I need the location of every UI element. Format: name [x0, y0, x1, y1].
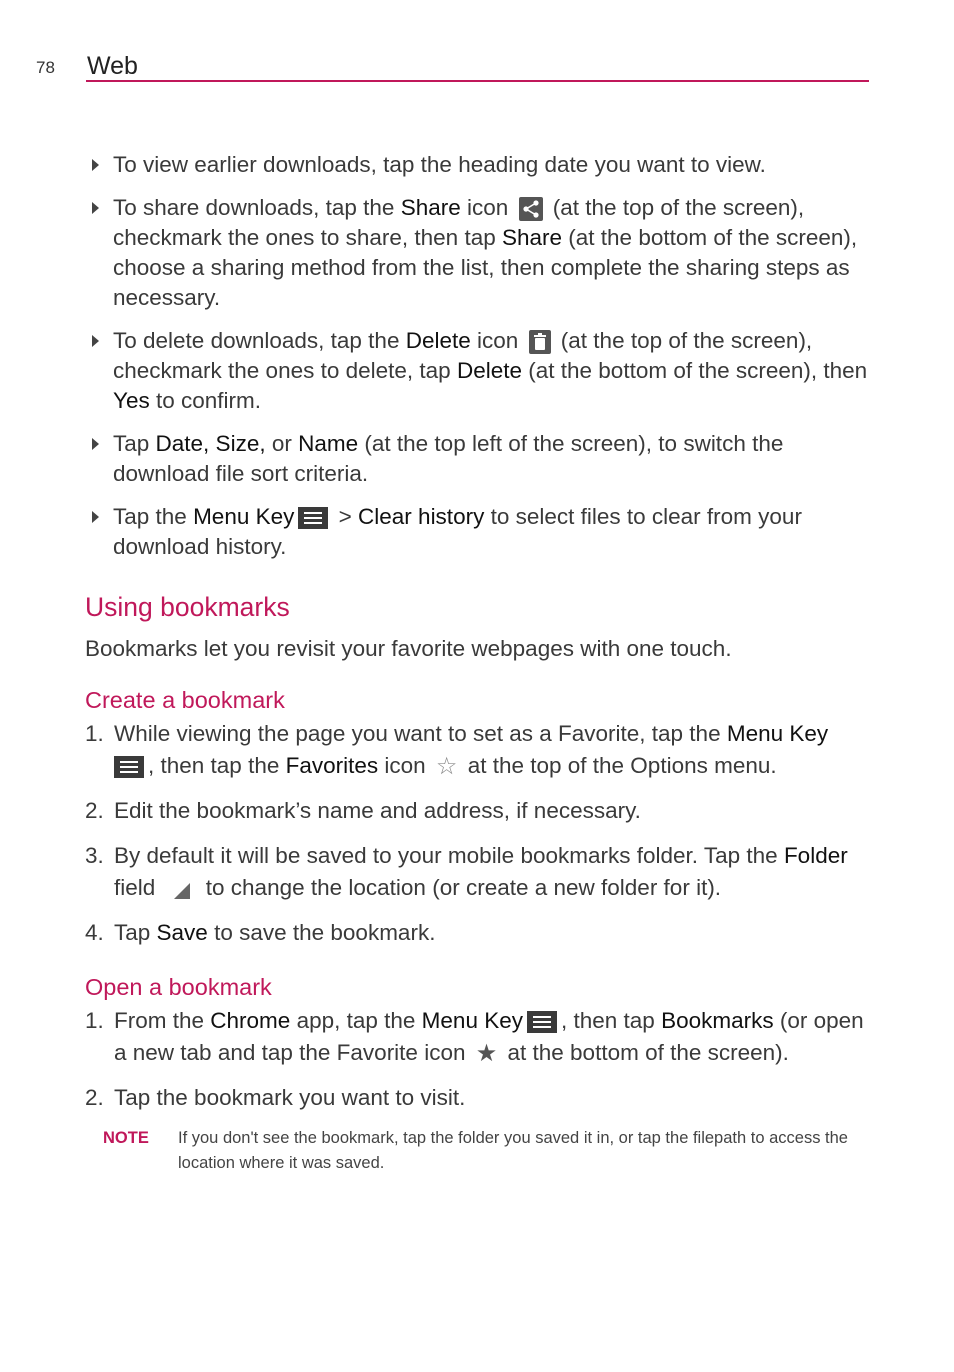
open-step-2: 2. Tap the bookmark you want to visit. [85, 1085, 466, 1110]
favorites-term: Favorites [285, 753, 379, 778]
menu-key-icon [114, 756, 144, 778]
yes-term: Yes [113, 388, 150, 413]
header-rule [86, 80, 869, 82]
create-step-2: 2. Edit the bookmark’s name and address, if necessary. [85, 798, 641, 823]
menu-key-icon [527, 1011, 557, 1033]
using-bookmarks-intro: Bookmarks let you revisit your favorite webpages with one touch. [85, 636, 732, 661]
dropdown-corner-icon [170, 878, 192, 900]
share-term: Share [400, 195, 461, 220]
bullet-delete: To delete downloads, tap the Delete icon (at the top of the screen), checkmark the ones to delete, tap Delete (at the bottom of the screen), then Yes to confirm. [85, 326, 875, 416]
note-box [85, 1126, 875, 1176]
clear-history-term: Clear history [358, 504, 485, 529]
create-bookmark-heading: Create a bookmark [85, 687, 285, 713]
star-outline-icon: ☆ [435, 753, 458, 781]
share-term: Share [501, 225, 563, 250]
bullet-arrow-icon [92, 202, 99, 214]
download-tips-list [85, 150, 875, 562]
create-step-4: 4. Tap Save to save the bookmark. [85, 920, 436, 945]
date-size-term: Date, Size, [155, 431, 266, 456]
bullet-sort: Tap Date, Size, or Name (at the top left of the screen), to switch the download file sort criteria. [85, 429, 875, 489]
menu-key-term: Menu Key [421, 1008, 523, 1033]
bullet-arrow-icon [92, 159, 99, 171]
name-term: Name [298, 431, 359, 456]
content [85, 150, 875, 1176]
bookmarks-term: Bookmarks [661, 1008, 774, 1033]
menu-key-term: Menu Key [726, 721, 829, 746]
bullet-arrow-icon [92, 335, 99, 347]
create-step-3: 3. By default it will be saved to your mobile bookmarks folder. Tap the Folder field to change the location (or create a new folder for it). [85, 843, 848, 900]
using-bookmarks-heading: Using bookmarks [85, 592, 290, 622]
bullet-view-earlier: To view earlier downloads, tap the heading date you want to view. [85, 150, 875, 180]
save-term: Save [156, 920, 208, 945]
note-label: NOTE [103, 1129, 149, 1147]
open-bookmark-steps [85, 1005, 875, 1114]
section-title: Web [87, 52, 138, 80]
delete-term: Delete [405, 328, 471, 353]
bullet-share: To share downloads, tap the Share icon (at the top of the screen), checkmark the ones to share, then tap Share (at the bottom of the screen), choose a sharing method from the list, then complete the sharing steps as necessary. [85, 193, 875, 313]
delete-term: Delete [456, 358, 522, 383]
open-bookmark-heading: Open a bookmark [85, 974, 272, 1000]
chrome-term: Chrome [210, 1008, 291, 1033]
share-icon [519, 197, 543, 221]
note-text: If you don't see the bookmark, tap the folder you saved it in, or tap the filepath to access the location where it was saved. [178, 1129, 848, 1172]
bullet-arrow-icon [92, 511, 99, 523]
create-step-1: 1. While viewing the page you want to set as a Favorite, tap the Menu Key , then tap the Favorites icon ☆ at the top of the Options menu. [85, 721, 829, 781]
star-filled-icon: ★ [475, 1040, 498, 1068]
menu-key-term: Menu Key [193, 504, 295, 529]
folder-term: Folder [783, 843, 848, 868]
menu-key-icon [298, 507, 328, 529]
bullet-arrow-icon [92, 438, 99, 450]
create-bookmark-steps [85, 718, 875, 949]
bullet-clear-history: Tap the Menu Key > Clear history to select files to clear from your download history. [85, 502, 875, 562]
open-step-1: 1. From the Chrome app, tap the Menu Key , then tap Bookmarks (or open a new tab and tap the Favorite icon ★ at the bottom of the screen). [85, 1008, 864, 1068]
trash-icon [529, 330, 551, 354]
page-number: 78 [36, 58, 55, 77]
